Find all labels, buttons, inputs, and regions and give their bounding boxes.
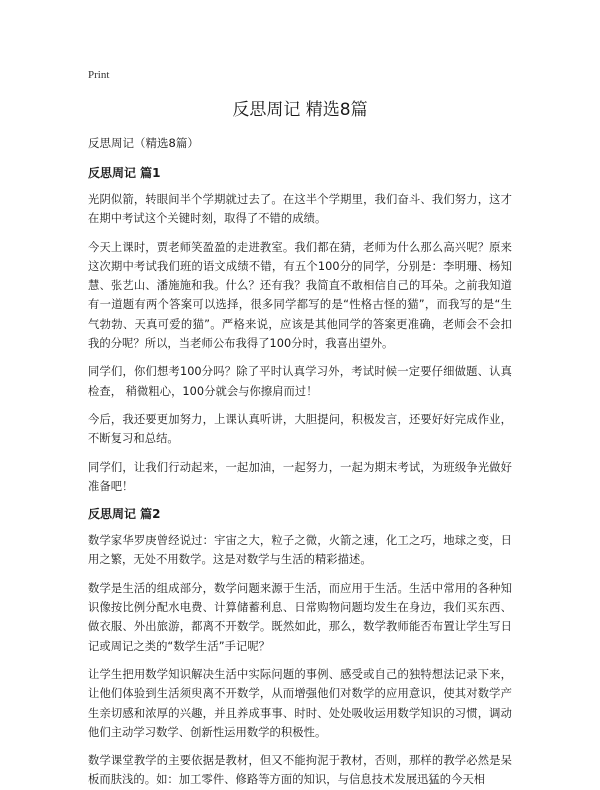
paragraph: 数学课堂教学的主要依据是教材，但又不能拘泥于教材，否则，那样的教学必然是呆板而肤浅的。如：加工零件、修路等方面的知识，与信息技术发展迅猛的今天相 [88, 754, 512, 787]
section-heading: 反思周记 篇1 [88, 166, 161, 180]
paragraph: 同学们，让我们行动起来，一起加油，一起努力，一起为期末考试，为班级争光做好准备吧！ [88, 460, 512, 493]
document-subtitle: 反思周记（精选8篇） [88, 136, 199, 150]
paragraph: 数学家华罗庚曾经说过：宇宙之大，粒子之微，火箭之速，化工之巧，地球之变，日用之繁，无处不用数学。这是对数学与生活的精彩描述。 [88, 534, 512, 567]
paragraph: 今天上课时，贾老师笑盈盈的走进教室。我们都在猜，老师为什么那么高兴呢？原来这次期中考试我们班的语文成绩不错，有五个100分的同学，分别是：李明珊、杨知慧、张艺山、潘施施和我。什么？还有我？我简直不敢相信自己的耳朵。之前我知道有一道题有两个答案可以选择，很多同学都写的是“性格古怪的猫”，而我写的是“生气勃勃、天真可爱的猫”。严格来说，应该是其他同学的答案更准确，老师会不会扣我的分呢？所以，当老师公布我得了100分时，我喜出望外。 [88, 240, 512, 351]
paragraph: 今后，我还要更加努力，上课认真听讲，大胆提问，积极发言，还要好好完成作业，不断复习和总结。 [88, 412, 512, 446]
paragraph: 光阴似箭，转眼间半个学期就过去了。在这半个学期里，我们奋斗、我们努力，这才在期中考试这个关键时刻，取得了不错的成绩。 [88, 193, 512, 226]
section-1 [88, 164, 512, 496]
section-2 [88, 505, 512, 790]
paragraph: 数学是生活的组成部分，数学问题来源于生活，而应用于生活。生活中常用的各种知识像按比例分配水电费、计算储蓄利息、日常购物问题均发生在身边，我们买东西、做衣服、外出旅游，都离不开数学。既然如此，那么，数学教师能否布置让学生写日记或周记之类的“数学生活”手记呢？ [88, 581, 512, 653]
paragraph: 让学生把用数学知识解决生活中实际问题的事例、感受或自己的独特想法记录下来，让他们体验到生活须臾离不开数学，从而增强他们对数学的应用意识，使其对数学产生亲切感和浓厚的兴趣，并且养成事事、时时、处处吸收运用数学知识的习惯，调动他们主动学习数学、创新性运用数学的积极性。 [88, 667, 512, 739]
print-label[interactable]: Print [88, 69, 110, 81]
paragraph: 同学们，你们想考100分吗？除了平时认真学习外，考试时候一定要仔细做题、认真检查， 稍微粗心，100分就会与你擦肩而过！ [88, 365, 512, 398]
document-title: 反思周记 精选8篇 [232, 100, 368, 120]
section-heading: 反思周记 篇2 [88, 507, 161, 522]
